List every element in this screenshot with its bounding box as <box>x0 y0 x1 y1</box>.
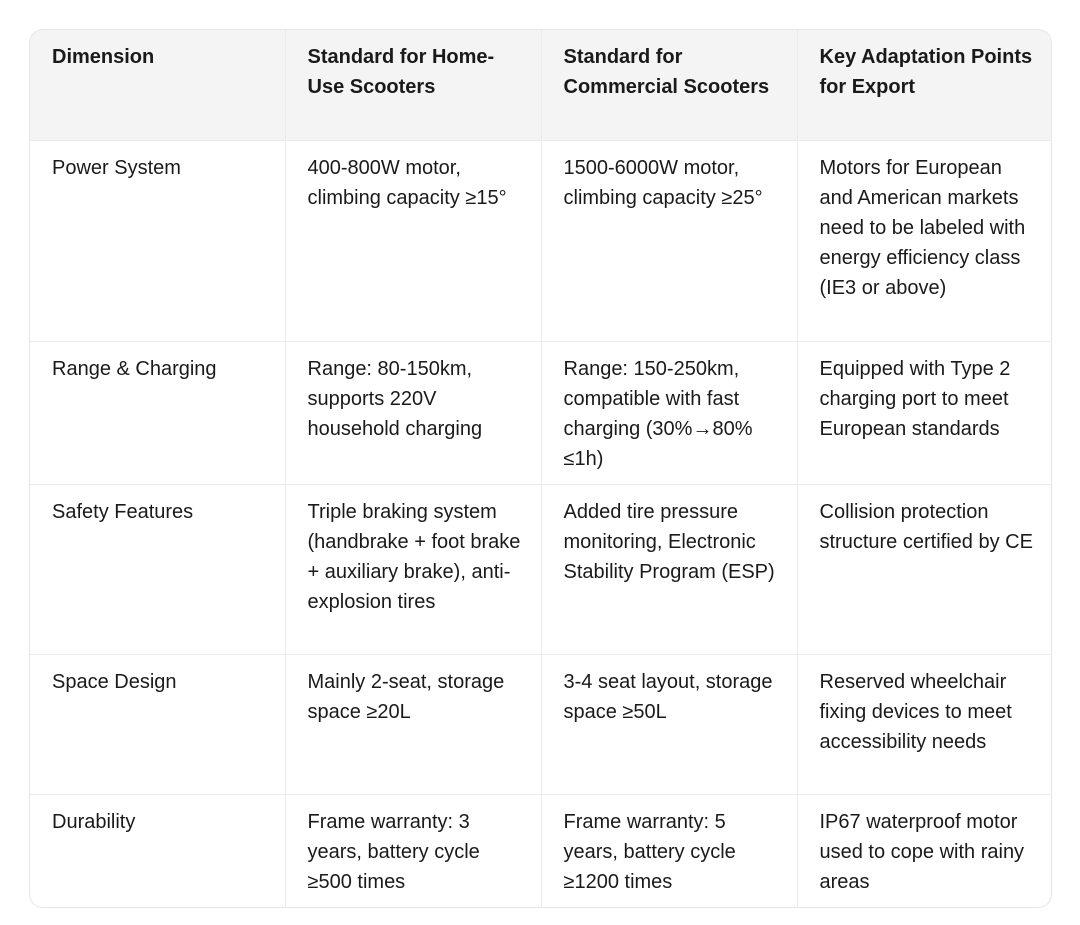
cell-dimension: Space Design <box>30 654 285 794</box>
table-row <box>30 794 1051 907</box>
cell-home-use: 400-800W motor, climbing capacity ≥15° <box>285 140 541 341</box>
cell-dimension: Power System <box>30 140 285 341</box>
table-body <box>30 140 1051 907</box>
table-row <box>30 341 1051 484</box>
table-row <box>30 484 1051 654</box>
header-home-use-standard: Standard for Home-Use Scooters <box>285 30 541 140</box>
comparison-table-container <box>29 29 1052 908</box>
cell-home-use: Frame warranty: 3 years, battery cycle ≥500 times <box>285 794 541 907</box>
cell-home-use: Range: 80-150km, supports 220V household charging <box>285 341 541 484</box>
cell-commercial: Range: 150-250km, compatible with fast charging (30%→80% ≤1h) <box>541 341 797 484</box>
cell-export: Equipped with Type 2 charging port to meet European standards <box>797 341 1051 484</box>
header-dimension: Dimension <box>30 30 285 140</box>
cell-commercial: 3-4 seat layout, storage space ≥50L <box>541 654 797 794</box>
header-export-adaptation: Key Adaptation Points for Export <box>797 30 1051 140</box>
table-row <box>30 654 1051 794</box>
cell-commercial: Added tire pressure monitoring, Electronic Stability Program (ESP) <box>541 484 797 654</box>
header-row <box>30 30 1051 140</box>
header-commercial-standard: Standard for Commercial Scooters <box>541 30 797 140</box>
cell-commercial: 1500-6000W motor, climbing capacity ≥25° <box>541 140 797 341</box>
cell-export: Reserved wheelchair fixing devices to meet accessibility needs <box>797 654 1051 794</box>
cell-dimension: Range & Charging <box>30 341 285 484</box>
cell-home-use: Mainly 2-seat, storage space ≥20L <box>285 654 541 794</box>
table-row <box>30 140 1051 341</box>
cell-export: IP67 waterproof motor used to cope with rainy areas <box>819 810 1025 893</box>
cell-dimension: Durability <box>30 794 285 907</box>
cell-dimension: Safety Features <box>30 484 285 654</box>
cell-export: Collision protection structure certified by CE <box>797 484 1051 654</box>
comparison-table <box>30 30 1051 907</box>
cell-export: Motors for European and American markets need to be labeled with energy efficiency class (IE3 or above) <box>797 140 1051 341</box>
cell-home-use: Triple braking system (handbrake + foot brake + auxiliary brake), anti-explosion tires <box>285 484 541 654</box>
cell-commercial: Frame warranty: 5 years, battery cycle ≥1200 times <box>541 794 797 907</box>
table-header <box>30 30 1051 140</box>
